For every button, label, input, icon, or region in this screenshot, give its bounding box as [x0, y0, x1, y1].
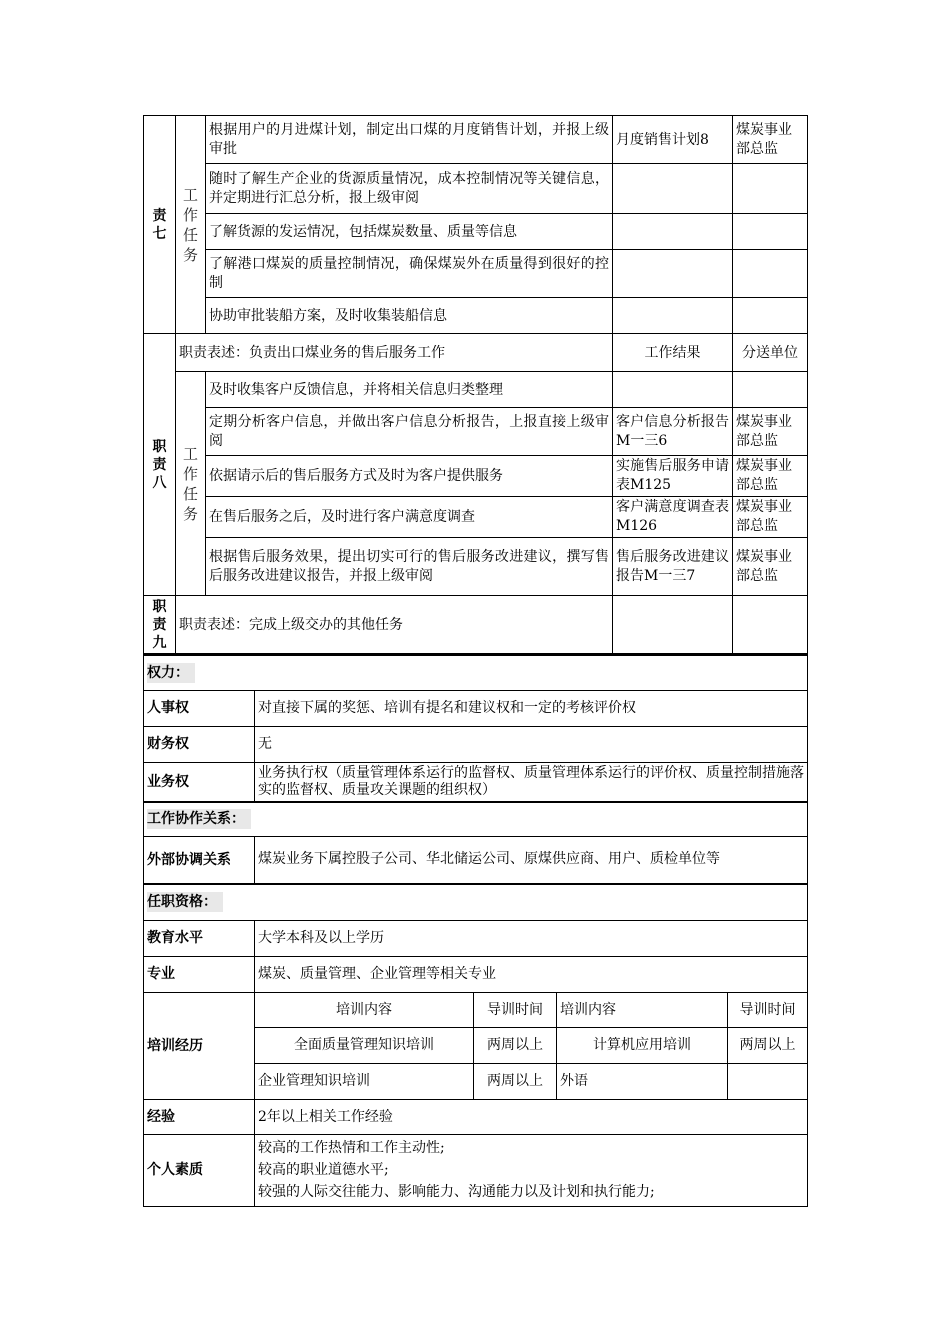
- power-value: 无: [255, 726, 808, 762]
- duty8-label: 职 责 八: [144, 334, 176, 596]
- power-value: 业务执行权（质量管理体系运行的监督权、质量管理体系运行的评价权、质量控制措施落实的监督权、质量攻关课题的组织权）: [255, 762, 808, 802]
- power-title: 权力：: [147, 663, 195, 683]
- duty9-result: [613, 596, 733, 654]
- personal-value: [255, 1134, 808, 1206]
- task-result: [613, 214, 733, 250]
- task-dept: [733, 372, 808, 408]
- experience-row: [144, 1099, 808, 1134]
- personal-line: 较强的人际交往能力、影响能力、沟通能力以及计划和执行能力;: [258, 1183, 655, 1200]
- personal-row: [144, 1134, 808, 1206]
- task-text: 及时收集客户反馈信息，并将相关信息归类整理: [206, 372, 613, 408]
- experience-value: 2年以上相关工作经验: [255, 1099, 808, 1134]
- education-value: 大学本科及以上学历: [255, 920, 808, 956]
- task-result: 客户满意度调查表M126: [613, 497, 733, 538]
- task-text: 根据售后服务效果，提出切实可行的售后服务改进建议，撰写售后服务改进建议报告，并报上级审阅: [206, 538, 613, 596]
- task-dept: [733, 250, 808, 298]
- task-result: 月度销售计划8: [613, 116, 733, 164]
- education-label: 教育水平: [144, 920, 255, 956]
- job-description-table: [143, 115, 807, 1207]
- training-cell: [728, 1063, 808, 1099]
- duty9-statement: 职责表述：完成上级交办的其他任务: [176, 596, 613, 654]
- duty8-statement-row: [144, 334, 808, 372]
- task-dept: 煤炭事业部总监: [733, 497, 808, 538]
- cooperation-row: [144, 836, 808, 884]
- duty7-task-label: 工 作 任 务: [176, 116, 206, 334]
- training-cell: 两周以上: [474, 1063, 557, 1099]
- cooperation-label: 外部协调关系: [144, 836, 255, 884]
- power-row: [144, 726, 808, 762]
- duty9-label: 职 责 九: [144, 596, 176, 654]
- task-result: 客户信息分析报告M一三6: [613, 408, 733, 456]
- training-cell: 两周以上: [474, 1027, 557, 1063]
- task-text: 定期分析客户信息，并做出客户信息分析报告，上报直接上级审阅: [206, 408, 613, 456]
- power-label: 业务权: [144, 762, 255, 802]
- duty9-dept: [733, 596, 808, 654]
- power-label: 财务权: [144, 726, 255, 762]
- task-text: 协助审批装船方案，及时收集装船信息: [206, 298, 613, 334]
- power-section-header: [144, 655, 808, 690]
- training-cell: 全面质量管理知识培训: [255, 1027, 474, 1063]
- major-row: [144, 956, 808, 992]
- experience-label: 经验: [144, 1099, 255, 1134]
- dept-header: 分送单位: [733, 334, 808, 372]
- training-header: 培训内容: [255, 992, 474, 1027]
- duty7-task-row: [144, 298, 808, 334]
- task-dept: [733, 164, 808, 214]
- duty8-task-row: [144, 538, 808, 596]
- training-header: 培训内容: [557, 992, 728, 1027]
- duty8-task-label: 工 作 任 务: [176, 372, 206, 596]
- personal-line: 较高的职业道德水平;: [258, 1161, 389, 1178]
- task-dept: [733, 214, 808, 250]
- task-text: 了解货源的发运情况，包括煤炭数量、质量等信息: [206, 214, 613, 250]
- task-text: 随时了解生产企业的货源质量情况，成本控制情况等关键信息，并定期进行汇总分析，报上级审阅: [206, 164, 613, 214]
- major-label: 专业: [144, 956, 255, 992]
- cooperation-value: 煤炭业务下属控股子公司、华北储运公司、原煤供应商、用户、质检单位等: [255, 836, 808, 884]
- power-row: [144, 690, 808, 726]
- duty8-task-row: [144, 372, 808, 408]
- qualification-section-header: [144, 884, 808, 920]
- education-row: [144, 920, 808, 956]
- power-label: 人事权: [144, 690, 255, 726]
- duty8-statement: 职责表述：负责出口煤业务的售后服务工作: [176, 334, 613, 372]
- task-dept: 煤炭事业部总监: [733, 408, 808, 456]
- duty7-task-row: [144, 214, 808, 250]
- task-result: [613, 164, 733, 214]
- task-dept: 煤炭事业部总监: [733, 456, 808, 497]
- power-value: 对直接下属的奖惩、培训有提名和建议权和一定的考核评价权: [255, 690, 808, 726]
- task-result: 售后服务改进建议报告M一三7: [613, 538, 733, 596]
- duty7-task-row: [144, 250, 808, 298]
- task-result: [613, 372, 733, 408]
- task-text: 根据用户的月进煤计划，制定出口煤的月度销售计划，并报上级审批: [206, 116, 613, 164]
- training-header: 导训时间: [728, 992, 808, 1027]
- duty8-task-row: [144, 408, 808, 456]
- duty8-task-row: [144, 497, 808, 538]
- training-header: 导训时间: [474, 992, 557, 1027]
- major-value: 煤炭、质量管理、企业管理等相关专业: [255, 956, 808, 992]
- duty7-task-row: [144, 164, 808, 214]
- training-cell: 两周以上: [728, 1027, 808, 1063]
- training-label: 培训经历: [144, 992, 255, 1099]
- task-dept: 煤炭事业部总监: [733, 538, 808, 596]
- result-header: 工作结果: [613, 334, 733, 372]
- qualification-table: [143, 654, 808, 1207]
- task-text: 在售后服务之后，及时进行客户满意度调查: [206, 497, 613, 538]
- cooperation-section-header: [144, 802, 808, 836]
- task-dept: [733, 298, 808, 334]
- task-result: [613, 298, 733, 334]
- training-cell: 计算机应用培训: [557, 1027, 728, 1063]
- task-text: 依据请示后的售后服务方式及时为客户提供服务: [206, 456, 613, 497]
- task-result: 实施售后服务申请表M125: [613, 456, 733, 497]
- power-row: [144, 762, 808, 802]
- personal-label: 个人素质: [144, 1134, 255, 1206]
- duties-table: [143, 115, 808, 654]
- duty7-label: 责 七: [144, 116, 176, 334]
- training-cell: 企业管理知识培训: [255, 1063, 474, 1099]
- qualification-title: 任职资格：: [147, 892, 223, 912]
- duty9-row: [144, 596, 808, 654]
- duty8-task-row: [144, 456, 808, 497]
- training-header-row: [144, 992, 808, 1027]
- task-dept: 煤炭事业部总监: [733, 116, 808, 164]
- personal-line: 较高的工作热情和工作主动性;: [258, 1139, 445, 1156]
- task-text: 了解港口煤炭的质量控制情况，确保煤炭外在质量得到很好的控制: [206, 250, 613, 298]
- cooperation-title: 工作协作关系：: [147, 809, 251, 829]
- duty7-task-row: [144, 116, 808, 164]
- task-result: [613, 250, 733, 298]
- training-cell: 外语: [557, 1063, 728, 1099]
